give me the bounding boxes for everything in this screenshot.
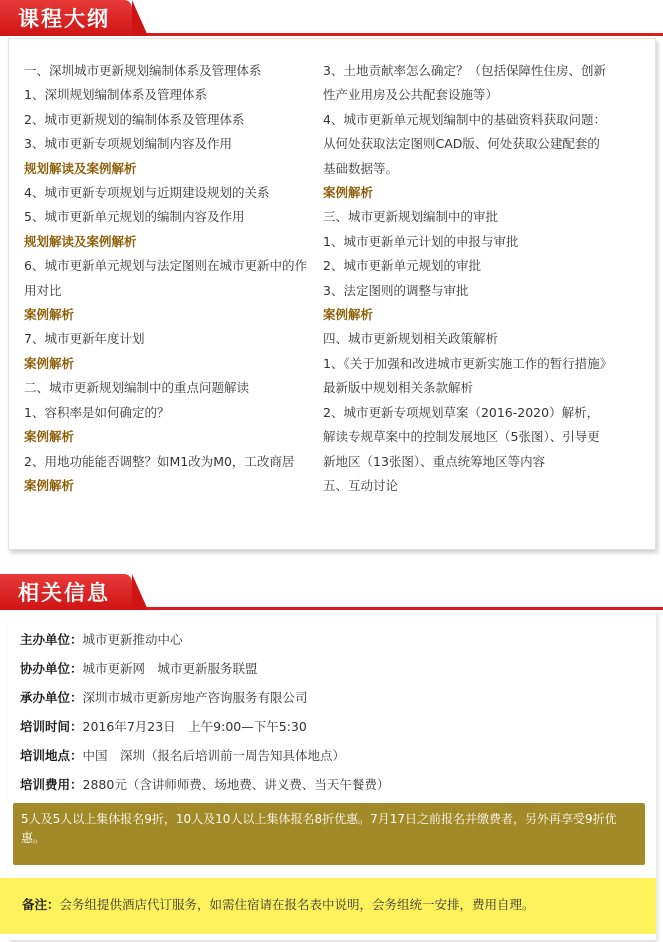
- outline-item: 2、城市更新专项规划草案（2016-2020）解析，解读专规草案中的控制发展地区（5张图）、引导更新地区（13张图）、重点统筹地区等内容: [323, 404, 600, 469]
- info-value: 2880元（含讲师师费、场地费、讲义费、当天午餐费）: [82, 777, 390, 792]
- outline-case-label: 案例解析: [24, 429, 75, 445]
- info-row-fee: [20, 775, 389, 795]
- outline-item: 二、城市更新规划编制中的重点问题解读: [24, 380, 250, 396]
- outline-item: 7、城市更新年度计划: [24, 331, 145, 347]
- remark-box: [0, 878, 656, 934]
- outline-item: 1、《关于加强和改进城市更新实施工作的暂行措施》最新版中规划相关条款解析: [323, 355, 606, 396]
- remark-label: 备注：: [22, 897, 60, 912]
- outline-item: 3、城市更新专项规划编制内容及作用: [24, 136, 232, 152]
- outline-case-label: 案例解析: [323, 307, 374, 323]
- discount-notice: 5人及5人以上集体报名9折，10人及10人以上集体报名8折优惠。7月17日之前报名并缴费者，另外再享受9折优惠。: [13, 803, 645, 865]
- outline-item: 三、城市更新规划编制中的审批: [323, 209, 499, 225]
- outline-item: 3、土地贡献率怎么确定？（包括保障性住房、创新性产业用房及公共配套设施等）: [323, 63, 606, 103]
- outline-left-column: [24, 59, 314, 498]
- outline-item: 1、容积率是如何确定的？: [24, 404, 170, 420]
- info-label: 培训费用：: [20, 777, 83, 792]
- outline-title: 课程大纲: [0, 0, 132, 36]
- outline-case-label: 案例解析: [323, 185, 374, 201]
- outline-item: 1、城市更新单元计划的申报与审批: [323, 233, 519, 249]
- outline-item: 6、城市更新单元规划与法定图则在城市更新中的作用对比: [24, 258, 307, 298]
- info-panel: [8, 610, 656, 940]
- info-row-co-host: [20, 659, 258, 679]
- outline-item: 5、城市更新单元规划的编制内容及作用: [24, 209, 245, 225]
- outline-item: 2、城市更新单元规划的审批: [323, 258, 481, 274]
- outline-item: 1、深圳规划编制体系及管理体系: [24, 87, 207, 103]
- outline-header: [0, 0, 663, 36]
- remark-text: 会务组提供酒店代订服务，如需住宿请在报名表中说明，会务组统一安排，费用自理。: [59, 897, 535, 912]
- info-label: 培训地点：: [20, 748, 83, 763]
- outline-item: 2、用地功能能否调整？如M1改为M0，工改商居: [24, 453, 295, 469]
- outline-item: 4、城市更新单元规划编制中的基础资料获取问题：从何处获取法定图则CAD版、何处获取公建配套的基础数据等。: [323, 111, 606, 176]
- info-title: 相关信息: [0, 574, 132, 610]
- info-label: 协办单位：: [20, 661, 83, 676]
- info-value: 2016年7月23日 上午9:00—下午5:30: [82, 719, 307, 734]
- outline-case-label: 规划解读及案例解析: [24, 233, 137, 249]
- outline-right-column: [323, 59, 608, 498]
- info-value: 城市更新网 城市更新服务联盟: [82, 661, 258, 676]
- outline-panel: [8, 38, 656, 550]
- outline-item: 2、城市更新规划的编制体系及管理体系: [24, 111, 245, 127]
- outline-case-label: 案例解析: [24, 307, 75, 323]
- info-label: 培训时间：: [20, 719, 83, 734]
- info-label: 主办单位：: [20, 632, 83, 647]
- outline-item: 一、深圳城市更新规划编制体系及管理体系: [24, 63, 262, 78]
- info-value: 城市更新推动中心: [82, 632, 183, 647]
- info-value: 中国 深圳（报名后培训前一周告知具体地点）: [82, 748, 346, 763]
- outline-case-label: 案例解析: [24, 355, 75, 371]
- outline-item: 四、城市更新规划相关政策解析: [323, 331, 499, 347]
- info-header: [0, 574, 663, 610]
- info-row-organizer: [20, 688, 308, 708]
- outline-case-label: 规划解读及案例解析: [24, 160, 137, 176]
- outline-item: 五、互动讨论: [323, 477, 399, 493]
- info-row-time: [20, 717, 307, 737]
- info-row-location: [20, 746, 345, 766]
- outline-item: 3、法定图则的调整与审批: [323, 282, 469, 298]
- info-row-host: [20, 630, 183, 650]
- outline-item: 4、城市更新专项规划与近期建设规划的关系: [24, 185, 270, 201]
- info-label: 承办单位：: [20, 690, 83, 705]
- outline-case-label: 案例解析: [24, 477, 75, 493]
- info-value: 深圳市城市更新房地产咨询服务有限公司: [82, 690, 308, 705]
